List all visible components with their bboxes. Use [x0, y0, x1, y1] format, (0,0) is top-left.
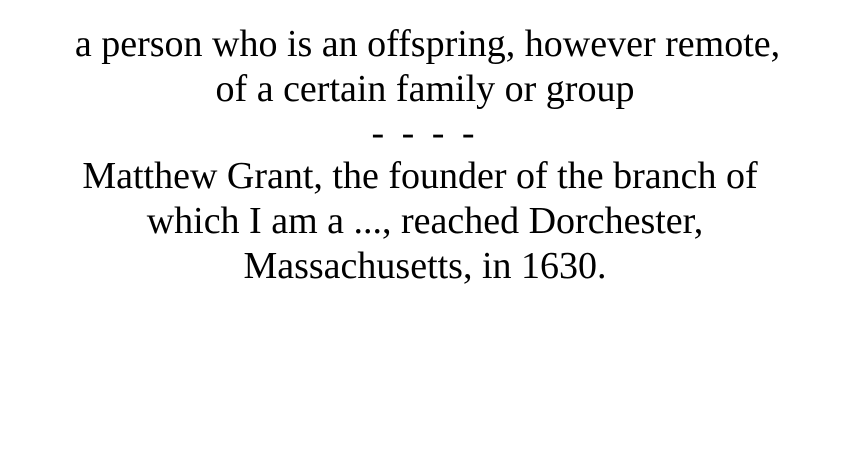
example-line: which I am a ..., reached Dorchester, [146, 200, 704, 242]
definition-line: a person who is an offspring, however remote, [74, 23, 781, 65]
example-line: Massachusetts, in 1630. [243, 245, 607, 287]
example-line: Matthew Grant, the founder of the branch of [82, 155, 758, 197]
definition-line: of a certain family or group [215, 68, 635, 110]
example-sentence [0, 154, 850, 289]
separator: - - - - [371, 112, 479, 154]
definition-text [0, 22, 850, 112]
